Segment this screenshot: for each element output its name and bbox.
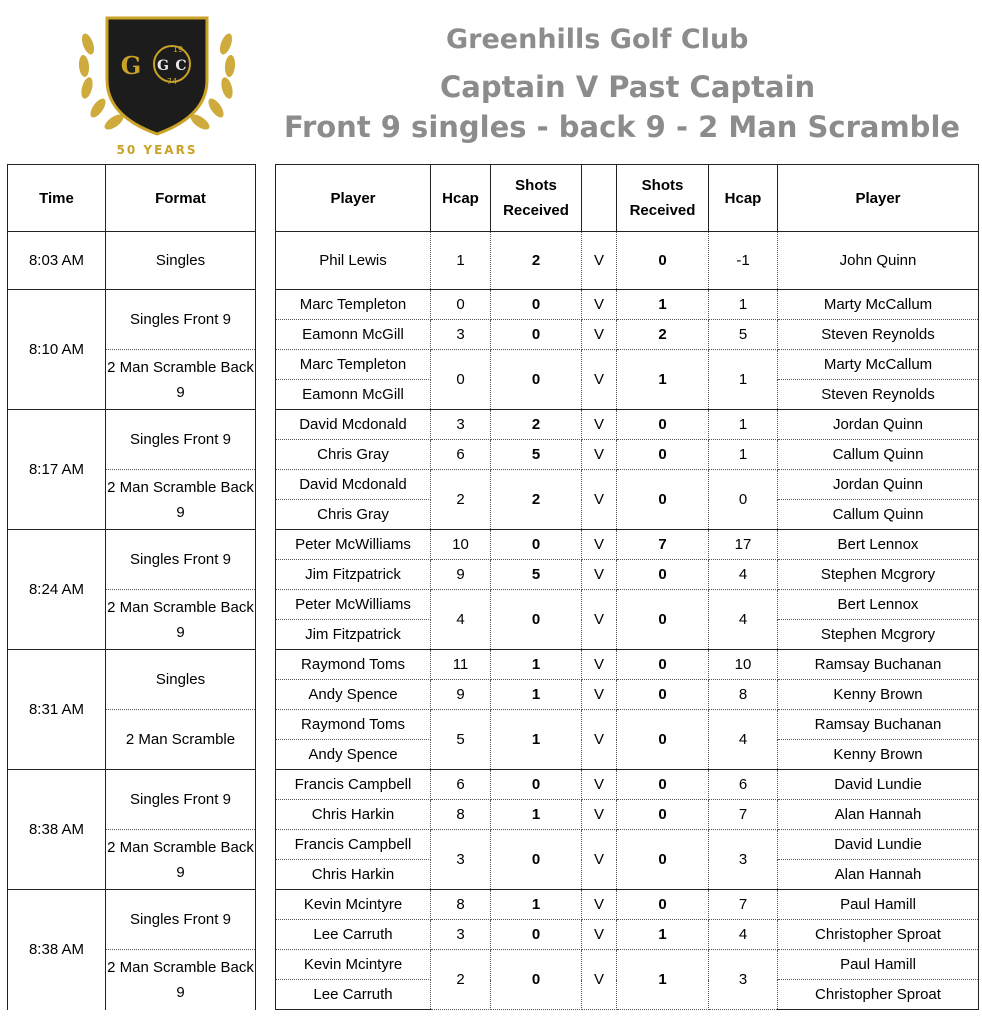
player-left: Francis Campbell	[276, 830, 431, 860]
hcap-right: 1	[709, 350, 778, 410]
shots-left: 1	[491, 800, 582, 830]
pairing-row	[276, 560, 979, 590]
versus-label: V	[582, 560, 617, 590]
format-cell: Singles Front 9	[106, 890, 256, 950]
hcap-left: 0	[431, 290, 491, 320]
logo-caption: 50 YEARS	[116, 143, 198, 157]
logo-letter-g: G	[120, 51, 142, 80]
shots-left: 1	[491, 650, 582, 680]
hcap-right: 3	[709, 830, 778, 890]
shots-right: 1	[617, 290, 709, 320]
player-right-header: Player	[778, 165, 979, 232]
shots-right: 0	[617, 710, 709, 770]
shots-left: 2	[491, 410, 582, 440]
hcap-left: 1	[431, 232, 491, 290]
shots-right: 0	[617, 770, 709, 800]
player-right: Bert Lennox	[778, 590, 979, 620]
shots-right: 0	[617, 590, 709, 650]
hcap-right: 5	[709, 320, 778, 350]
hcap-left: 2	[431, 950, 491, 1010]
player-right: Jordan Quinn	[778, 410, 979, 440]
hcap-right: 7	[709, 890, 778, 920]
hcap-left: 2	[431, 470, 491, 530]
player-left: Marc Templeton	[276, 290, 431, 320]
pairing-row	[276, 710, 979, 740]
shots-right: 0	[617, 650, 709, 680]
hcap-right: 4	[709, 560, 778, 590]
shots-right: 1	[617, 950, 709, 1010]
logo-letter-g2: G	[157, 58, 169, 74]
player-right: Stephen Mcgrory	[778, 620, 979, 650]
player-left: Jim Fitzpatrick	[276, 560, 431, 590]
player-right: Kenny Brown	[778, 740, 979, 770]
shots-right: 0	[617, 830, 709, 890]
player-left: Kevin Mcintyre	[276, 950, 431, 980]
player-right: John Quinn	[778, 232, 979, 290]
player-left-header: Player	[276, 165, 431, 232]
player-left: Raymond Toms	[276, 710, 431, 740]
player-left: Andy Spence	[276, 680, 431, 710]
pairing-row	[276, 800, 979, 830]
format-cell: 2 Man Scramble	[106, 710, 256, 770]
shots-left: 0	[491, 830, 582, 890]
player-left: Marc Templeton	[276, 350, 431, 380]
hcap-right: 3	[709, 950, 778, 1010]
player-left: Jim Fitzpatrick	[276, 620, 431, 650]
shots-right: 1	[617, 920, 709, 950]
event-title: Captain V Past Captain	[440, 70, 816, 104]
logo-year-top: 19	[172, 45, 184, 54]
hcap-left: 3	[431, 830, 491, 890]
hcap-left: 3	[431, 320, 491, 350]
player-right: Stephen Mcgrory	[778, 560, 979, 590]
schedule-row	[8, 530, 256, 560]
pairing-row	[276, 950, 979, 980]
hcap-left: 10	[431, 530, 491, 560]
schedule-table	[7, 164, 256, 1010]
versus-label: V	[582, 800, 617, 830]
pairing-row	[276, 440, 979, 470]
shots-right: 0	[617, 440, 709, 470]
player-left: Phil Lewis	[276, 232, 431, 290]
hcap-right: 7	[709, 800, 778, 830]
pairing-row	[276, 590, 979, 620]
shots-left: 2	[491, 470, 582, 530]
format-cell: 2 Man Scramble Back 9	[106, 950, 256, 1010]
format-cell: Singles	[106, 232, 256, 290]
versus-label: V	[582, 920, 617, 950]
shots-left: 0	[491, 350, 582, 410]
logo-letter-c: C	[175, 58, 187, 74]
tee-time: 8:31 AM	[8, 650, 106, 770]
versus-label: V	[582, 590, 617, 650]
shots-left: 0	[491, 590, 582, 650]
shots-right-header: Shots Received	[617, 165, 709, 232]
player-right: Bert Lennox	[778, 530, 979, 560]
versus-label: V	[582, 950, 617, 1010]
versus-label: V	[582, 830, 617, 890]
hcap-right: 1	[709, 440, 778, 470]
vs-header	[582, 165, 617, 232]
player-left: Chris Gray	[276, 500, 431, 530]
player-right: David Lundie	[778, 770, 979, 800]
versus-label: V	[582, 650, 617, 680]
player-right: Steven Reynolds	[778, 380, 979, 410]
pairing-row	[276, 650, 979, 680]
player-right: Alan Hannah	[778, 860, 979, 890]
player-left: Chris Harkin	[276, 800, 431, 830]
hcap-right: 17	[709, 530, 778, 560]
shots-left: 1	[491, 680, 582, 710]
versus-label: V	[582, 320, 617, 350]
hcap-right: 4	[709, 710, 778, 770]
event-subtitle: Front 9 singles - back 9 - 2 Man Scramble	[284, 110, 961, 144]
tee-time: 8:38 AM	[8, 890, 106, 1010]
club-logo	[74, 4, 240, 158]
versus-label: V	[582, 680, 617, 710]
hcap-right: 0	[709, 470, 778, 530]
pairing-row	[276, 530, 979, 560]
shots-left: 0	[491, 770, 582, 800]
format-cell: Singles Front 9	[106, 530, 256, 590]
shots-left-header: Shots Received	[491, 165, 582, 232]
player-left: David Mcdonald	[276, 410, 431, 440]
player-right: Paul Hamill	[778, 950, 979, 980]
shots-right: 2	[617, 320, 709, 350]
club-title: Greenhills Golf Club	[446, 24, 749, 55]
versus-label: V	[582, 470, 617, 530]
hcap-right: 8	[709, 680, 778, 710]
player-left: Chris Gray	[276, 440, 431, 470]
shots-left: 0	[491, 920, 582, 950]
hcap-right: 4	[709, 590, 778, 650]
shots-right: 7	[617, 530, 709, 560]
player-left: Raymond Toms	[276, 650, 431, 680]
pairing-row	[276, 680, 979, 710]
player-right: Marty McCallum	[778, 290, 979, 320]
shots-left: 1	[491, 710, 582, 770]
shots-left: 0	[491, 290, 582, 320]
versus-label: V	[582, 440, 617, 470]
schedule-row	[8, 650, 256, 680]
hcap-left: 11	[431, 650, 491, 680]
pairing-row	[276, 232, 979, 290]
hcap-left: 8	[431, 890, 491, 920]
format-cell: 2 Man Scramble Back 9	[106, 830, 256, 890]
shots-right: 0	[617, 560, 709, 590]
player-right: Christopher Sproat	[778, 980, 979, 1010]
versus-label: V	[582, 710, 617, 770]
player-right: Ramsay Buchanan	[778, 650, 979, 680]
hcap-right: -1	[709, 232, 778, 290]
tee-time: 8:10 AM	[8, 290, 106, 410]
schedule-row	[8, 232, 256, 290]
hcap-left: 3	[431, 920, 491, 950]
versus-label: V	[582, 290, 617, 320]
pairing-row	[276, 830, 979, 860]
player-left: Andy Spence	[276, 740, 431, 770]
hcap-right-header: Hcap	[709, 165, 778, 232]
player-left: Kevin Mcintyre	[276, 890, 431, 920]
versus-label: V	[582, 232, 617, 290]
pairing-row	[276, 290, 979, 320]
player-right: Marty McCallum	[778, 350, 979, 380]
player-left: Peter McWilliams	[276, 590, 431, 620]
pairings-table	[275, 164, 979, 1010]
shots-right: 0	[617, 800, 709, 830]
player-left: Eamonn McGill	[276, 320, 431, 350]
tee-time: 8:03 AM	[8, 232, 106, 290]
hcap-right: 4	[709, 920, 778, 950]
tee-time: 8:38 AM	[8, 770, 106, 890]
player-right: David Lundie	[778, 830, 979, 860]
shots-left: 5	[491, 560, 582, 590]
schedule-row	[8, 770, 256, 800]
hcap-right: 10	[709, 650, 778, 680]
player-left: Lee Carruth	[276, 920, 431, 950]
shots-left: 0	[491, 950, 582, 1010]
shots-right: 0	[617, 410, 709, 440]
format-cell: 2 Man Scramble Back 9	[106, 590, 256, 650]
hcap-left: 9	[431, 560, 491, 590]
format-cell: 2 Man Scramble Back 9	[106, 470, 256, 530]
player-right: Kenny Brown	[778, 680, 979, 710]
format-cell: 2 Man Scramble Back 9	[106, 350, 256, 410]
versus-label: V	[582, 530, 617, 560]
player-right: Christopher Sproat	[778, 920, 979, 950]
player-left: Francis Campbell	[276, 770, 431, 800]
player-left: Lee Carruth	[276, 980, 431, 1010]
player-right: Steven Reynolds	[778, 320, 979, 350]
versus-label: V	[582, 350, 617, 410]
player-left: Eamonn McGill	[276, 380, 431, 410]
shots-left: 0	[491, 320, 582, 350]
pairing-row	[276, 350, 979, 380]
schedule-row	[8, 410, 256, 440]
versus-label: V	[582, 770, 617, 800]
tee-time: 8:24 AM	[8, 530, 106, 650]
pairing-row	[276, 320, 979, 350]
format-header: Format	[106, 165, 256, 232]
player-left: Chris Harkin	[276, 860, 431, 890]
hcap-left: 3	[431, 410, 491, 440]
shots-right: 1	[617, 350, 709, 410]
shots-left: 2	[491, 232, 582, 290]
time-header: Time	[8, 165, 106, 232]
shots-right: 0	[617, 232, 709, 290]
hcap-right: 6	[709, 770, 778, 800]
hcap-left-header: Hcap	[431, 165, 491, 232]
pairing-row	[276, 410, 979, 440]
pairing-row	[276, 890, 979, 920]
shots-left: 0	[491, 530, 582, 560]
hcap-right: 1	[709, 290, 778, 320]
hcap-left: 6	[431, 770, 491, 800]
player-left: David Mcdonald	[276, 470, 431, 500]
player-right: Jordan Quinn	[778, 470, 979, 500]
format-cell: Singles Front 9	[106, 410, 256, 470]
format-cell: Singles Front 9	[106, 770, 256, 830]
logo-year-bottom: 74	[166, 77, 178, 86]
shots-left: 1	[491, 890, 582, 920]
versus-label: V	[582, 410, 617, 440]
pairing-row	[276, 470, 979, 500]
shots-left: 5	[491, 440, 582, 470]
player-right: Callum Quinn	[778, 440, 979, 470]
player-right: Ramsay Buchanan	[778, 710, 979, 740]
hcap-right: 1	[709, 410, 778, 440]
player-right: Paul Hamill	[778, 890, 979, 920]
player-left: Peter McWilliams	[276, 530, 431, 560]
shots-right: 0	[617, 470, 709, 530]
versus-label: V	[582, 890, 617, 920]
hcap-left: 4	[431, 590, 491, 650]
tee-time: 8:17 AM	[8, 410, 106, 530]
player-right: Alan Hannah	[778, 800, 979, 830]
format-cell: Singles	[106, 650, 256, 710]
hcap-left: 8	[431, 800, 491, 830]
hcap-left: 0	[431, 350, 491, 410]
shots-right: 0	[617, 890, 709, 920]
shots-right: 0	[617, 680, 709, 710]
hcap-left: 5	[431, 710, 491, 770]
hcap-left: 9	[431, 680, 491, 710]
format-cell: Singles Front 9	[106, 290, 256, 350]
hcap-left: 6	[431, 440, 491, 470]
schedule-row	[8, 290, 256, 320]
player-right: Callum Quinn	[778, 500, 979, 530]
pairing-row	[276, 920, 979, 950]
schedule-row	[8, 890, 256, 920]
pairing-row	[276, 770, 979, 800]
